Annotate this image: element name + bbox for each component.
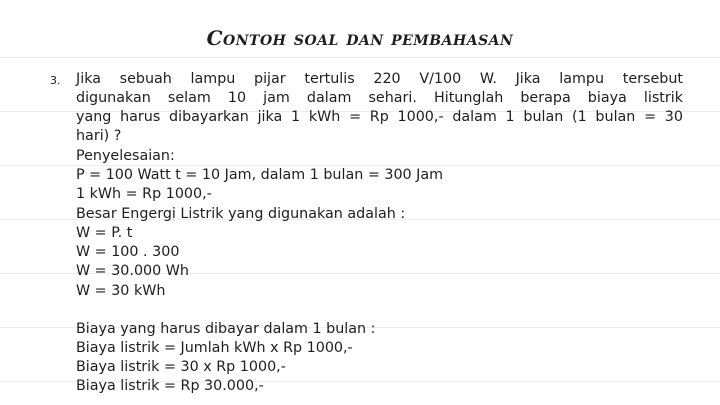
solution-line: Besar Engergi Listrik yang digunakan adalah :: [76, 206, 406, 222]
question-line: hari) ?: [76, 128, 122, 144]
cost-line: Biaya listrik = Jumlah kWh x Rp 1000,-: [76, 340, 353, 356]
solution-line: 1 kWh = Rp 1000,-: [76, 186, 212, 202]
solution-line: W = 100 . 300: [76, 244, 180, 260]
cost-line: Biaya listrik = Rp 30.000,-: [76, 378, 264, 394]
solution-line: P = 100 Watt t = 10 Jam, dalam 1 bulan = 300 Jam: [76, 167, 444, 183]
solution-line: W = P. t: [76, 225, 133, 241]
question-line: digunakan selam 10 jam dalam sehari. Hitunglah berapa biaya listrik: [76, 90, 683, 106]
question-line: yang harus dibayarkan jika 1 kWh = Rp 1000,- dalam 1 bulan (1 bulan = 30: [76, 109, 683, 125]
solution-line: Penyelesaian:: [76, 148, 175, 164]
solution-line: W = 30.000 Wh: [76, 263, 189, 279]
ruled-line: [0, 57, 720, 58]
cost-line: Biaya yang harus dibayar dalam 1 bulan :: [76, 321, 376, 337]
page-title: Contoh soal dan pembahasan: [206, 26, 514, 50]
solution-line: W = 30 kWh: [76, 283, 166, 299]
problem-number: 3.: [50, 74, 61, 87]
question-line: Jika sebuah lampu pijar tertulis 220 V/100 W. Jika lampu tersebut: [76, 71, 683, 87]
cost-line: Biaya listrik = 30 x Rp 1000,-: [76, 359, 286, 375]
